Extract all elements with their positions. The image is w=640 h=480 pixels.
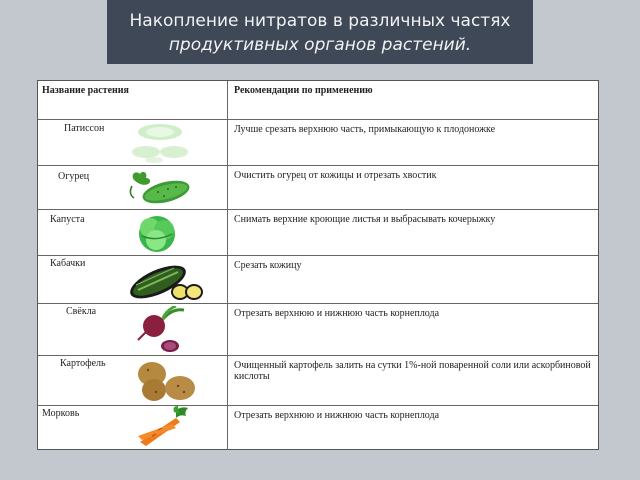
table-row [38,255,598,304]
plant-name: Капуста [50,214,85,225]
table-row [38,303,598,356]
beet-icon [132,306,192,354]
recommendations-table [37,80,599,450]
recommendation-text: Срезать кожицу [234,260,302,271]
plant-name: Свёкла [66,306,97,317]
table-row [38,165,598,210]
header-plant-name: Название растения [42,85,129,96]
table-row [38,355,598,406]
recommendation-text: Очистить огурец от кожицы и отрезать хвостик [234,170,437,181]
recommendation-text: Лучше срезать верхнюю часть, примыкающую к плодоножке [234,124,496,135]
plant-name: Картофель [60,358,106,369]
zucchini-icon [128,258,204,302]
cabbage-icon [132,212,182,254]
cucumber-icon [128,168,192,208]
pattypan-squash-icon [124,122,194,164]
carrot-icon [136,406,196,448]
plant-name: Огурец [58,171,90,182]
slide-title-line2: продуктивных органов растений. [168,35,472,55]
table-row [38,119,598,166]
recommendation-text: Отрезать верхнюю и нижнюю часть корнеплода [234,308,440,319]
recommendation-text: Отрезать верхнюю и нижнюю часть корнеплода [234,410,440,421]
plant-name: Морковь [42,408,80,419]
header-recommendation: Рекомендации по применению [234,85,373,96]
plant-name: Патиссон [64,123,105,134]
potato-icon [134,358,200,404]
table-header-row [38,81,598,119]
slide-title [107,0,533,64]
plant-name: Кабачки [50,258,86,269]
recommendation-text: Снимать верхние кроющие листья и выбрасывать кочерыжку [234,214,496,225]
recommendation-text: Очищенный картофель залить на сутки 1%-ной поваренной соли или аскорбиновой кислоты [234,360,591,382]
table-row [38,209,598,256]
slide-title-line1: Накопление нитратов в различных частях [129,11,511,31]
table-row [38,405,598,450]
